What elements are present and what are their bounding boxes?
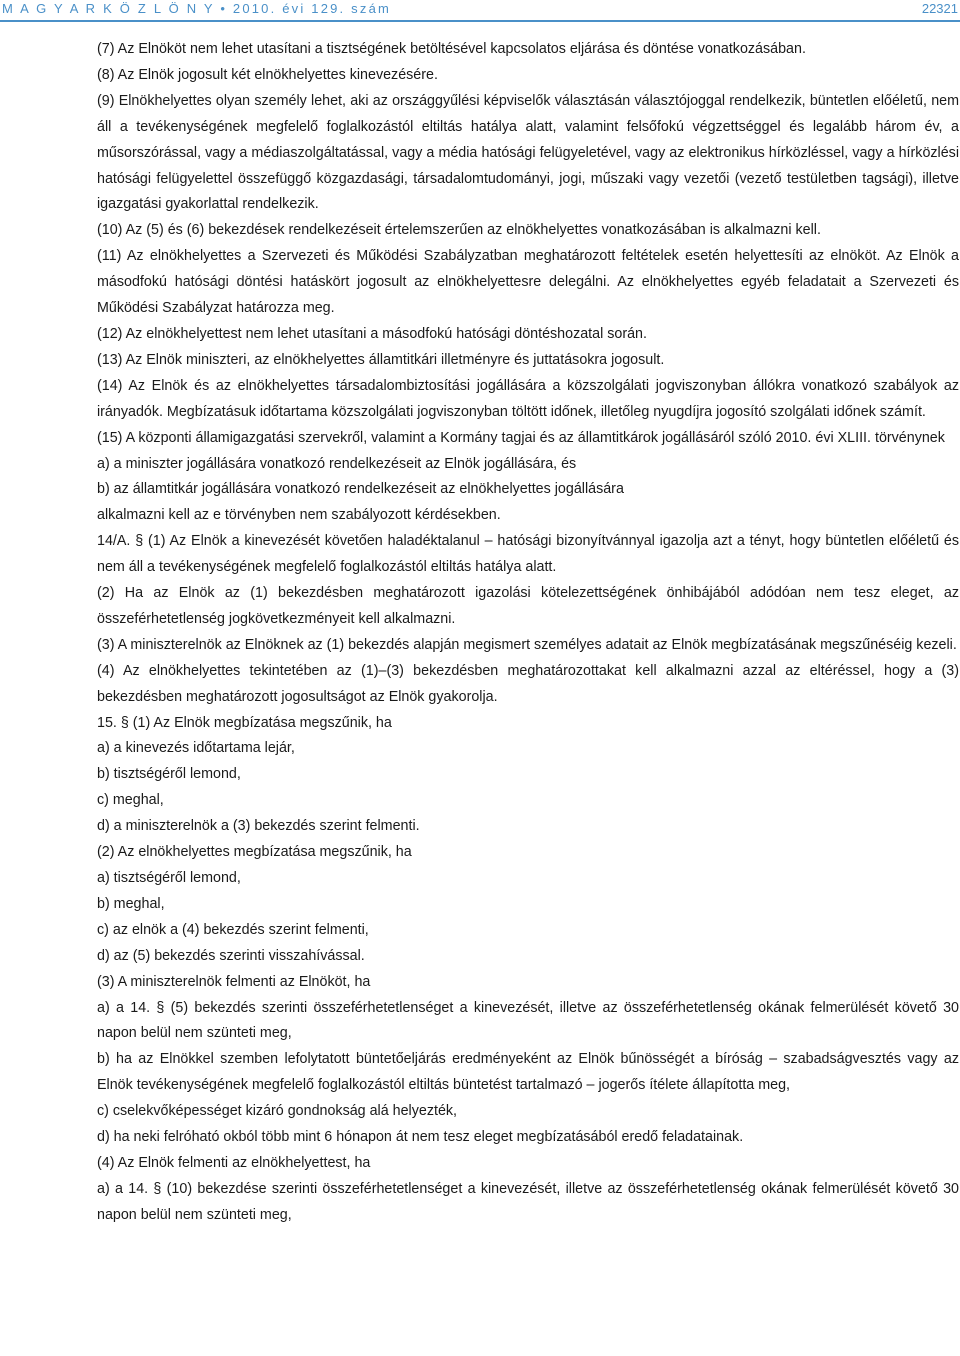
journal-title: M A G Y A R K Ö Z L Ö N Y • 2010. évi 129. szám xyxy=(2,1,392,16)
paragraph-13: (13) Az Elnök miniszteri, az elnökhelyettes államtitkári illetményre és juttatásokra jogosult. xyxy=(97,351,665,368)
section-15-4: (4) Az Elnök felmenti az elnökhelyettest, ha xyxy=(97,1154,371,1171)
section-14a-4: (4) Az elnökhelyettes tekintetében az (1)–(3) bekezdésben meghatározottakat kell alkalmazni azzal az eltéréssel, hogy a (3) bekezdésben meghatározott jogosultságot az Elnök gyakorolja. xyxy=(97,662,959,705)
list-item: a) tisztségéről lemond, xyxy=(97,870,241,886)
paragraph-11: (11) Az elnökhelyettes a Szervezeti és Működési Szabályzatban meghatározott feltételek esetén helyettesíti az elnököt. Az Elnök a másodfokú hatósági döntési hatáskört jogosult az elnökhelyettesre delegálni. Az elnökhelyettes egyéb feladatait a Szervezeti és Működési Szabályzat határozza meg. xyxy=(97,248,959,317)
list-item: c) az elnök a (4) bekezdés szerint felmenti, xyxy=(97,921,369,938)
section-15-3: (3) A miniszterelnök felmenti az Elnököt, ha xyxy=(97,973,371,990)
section-14a-2: (2) Ha az Elnök az (1) bekezdésben meghatározott igazolási kötelezettségének önhibájából adódóan nem tesz eleget, az összeférhetetlenség jogkövetkezményeit kell alkalmazni. xyxy=(97,585,959,627)
section-14a-3: (3) A miniszterelnök az Elnöknek az (1) bekezdés alapján megismert személyes adatait az Elnök megbízatásának megszűnéséig kezeli. xyxy=(97,636,957,653)
section-15-2: (2) Az elnökhelyettes megbízatása megszűnik, ha xyxy=(97,844,412,861)
list-item: a) a 14. § (5) bekezdés szerinti összeférhetetlenséget a kinevezését, illetve az összeférhetetlenség okának felmerülését követő 30 napon belül nem szünteti meg, xyxy=(97,999,959,1042)
section-15-1: 15. § (1) Az Elnök megbízatása megszűnik, ha xyxy=(97,714,392,731)
list-item: b) meghal, xyxy=(97,895,165,912)
list-item: d) a miniszterelnök a (3) bekezdés szerint felmenti. xyxy=(97,818,420,835)
list-item: b) az államtitkár jogállására vonatkozó rendelkezéseit az elnökhelyettes jogállására xyxy=(97,481,624,498)
list-item: a) a 14. § (10) bekezdése szerinti összeférhetetlenséget a kinevezését, illetve az összeférhetetlenség okának felmerülését követő 30 napon belül nem szünteti meg, xyxy=(97,1180,959,1223)
paragraph-continuation: alkalmazni kell az e törvényben nem szabályozott kérdésekben. xyxy=(97,507,501,524)
paragraph-10: (10) Az (5) és (6) bekezdések rendelkezéseit értelemszerűen az elnökhelyettes vonatkozásában is alkalmazni kell. xyxy=(97,222,821,239)
list-item: c) meghal, xyxy=(97,792,164,809)
paragraph-8: (8) Az Elnök jogosult két elnökhelyettes kinevezésére. xyxy=(97,66,438,83)
list-item: a) a miniszter jogállására vonatkozó rendelkezéseit az Elnök jogállására, és xyxy=(97,455,577,472)
paragraph-14: (14) Az Elnök és az elnökhelyettes társadalombiztosítási jogállására a közszolgálati jogviszonyban állókra vonatkozó szabályok az irányadók. Megbízatásuk időtartama közszolgálati jogviszonyban töltött időnek, illetőleg nyugdíjra jogosító szolgálati időnek számít. xyxy=(97,377,959,420)
list-item: b) tisztségéről lemond, xyxy=(97,766,241,783)
list-item: d) az (5) bekezdés szerinti visszahívással. xyxy=(97,947,365,964)
header-divider xyxy=(0,20,960,22)
paragraph-15: (15) A központi államigazgatási szervekről, valamint a Kormány tagjai és az államtitkárok jogállásáról szóló 2010. évi XLIII. törvénynek xyxy=(97,429,945,446)
page-header xyxy=(0,0,960,20)
list-item: d) ha neki felróható okból több mint 6 hónapon át nem tesz eleget megbízatásából eredő feladatainak. xyxy=(97,1129,744,1146)
paragraph-9: (9) Elnökhelyettes olyan személy lehet, aki az országgyűlési képviselők választásán választójoggal rendelkezik, büntetlen előéletű, nem áll a tevékenységének megfelelő foglalkozástól eltiltás hatálya alatt, valamint felsőfokú végzettséggel és legalább három év, a műsorszórással, vagy a médiaszolgáltatással, vagy a média hatósági felügyeletével, vagy az elektronikus hírközléssel, vagy a hírközlési hatósági felügyelettel összefüggő közgazdasági, társadalomtudományi, jogi, műszaki vagy vezetői (vezető testületben tagsági), illetve igazgatási gyakorlattal rendelkezik. xyxy=(97,92,959,213)
list-item: a) a kinevezés időtartama lejár, xyxy=(97,740,295,757)
paragraph-7: (7) Az Elnököt nem lehet utasítani a tisztségének betöltésével kapcsolatos eljárása és döntése vonatkozásában. xyxy=(97,41,806,57)
list-item: b) ha az Elnökkel szemben lefolytatott büntetőeljárás eredményeként az Elnök bűnösségét a bíróság – szabadságvesztés vagy az Elnök tevékenységének megfelelő foglalkozástól eltiltás büntetést tartalmazó – jogerős ítélete állapította meg, xyxy=(97,1051,959,1094)
list-item: c) cselekvőképességet kizáró gondnokság alá helyezték, xyxy=(97,1103,458,1120)
page-number: 22321 xyxy=(921,1,958,16)
document-body xyxy=(97,37,959,1229)
paragraph-12: (12) Az elnökhelyettest nem lehet utasítani a másodfokú hatósági döntéshozatal során. xyxy=(97,325,647,342)
section-14a-1: 14/A. § (1) Az Elnök a kinevezését követően haladéktalanul – hatósági bizonyítvánnyal igazolja azt a tényt, hogy büntetlen előéletű és nem áll a tevékenységének megfelelő foglalkozástól eltiltás hatálya alatt. xyxy=(97,533,959,576)
